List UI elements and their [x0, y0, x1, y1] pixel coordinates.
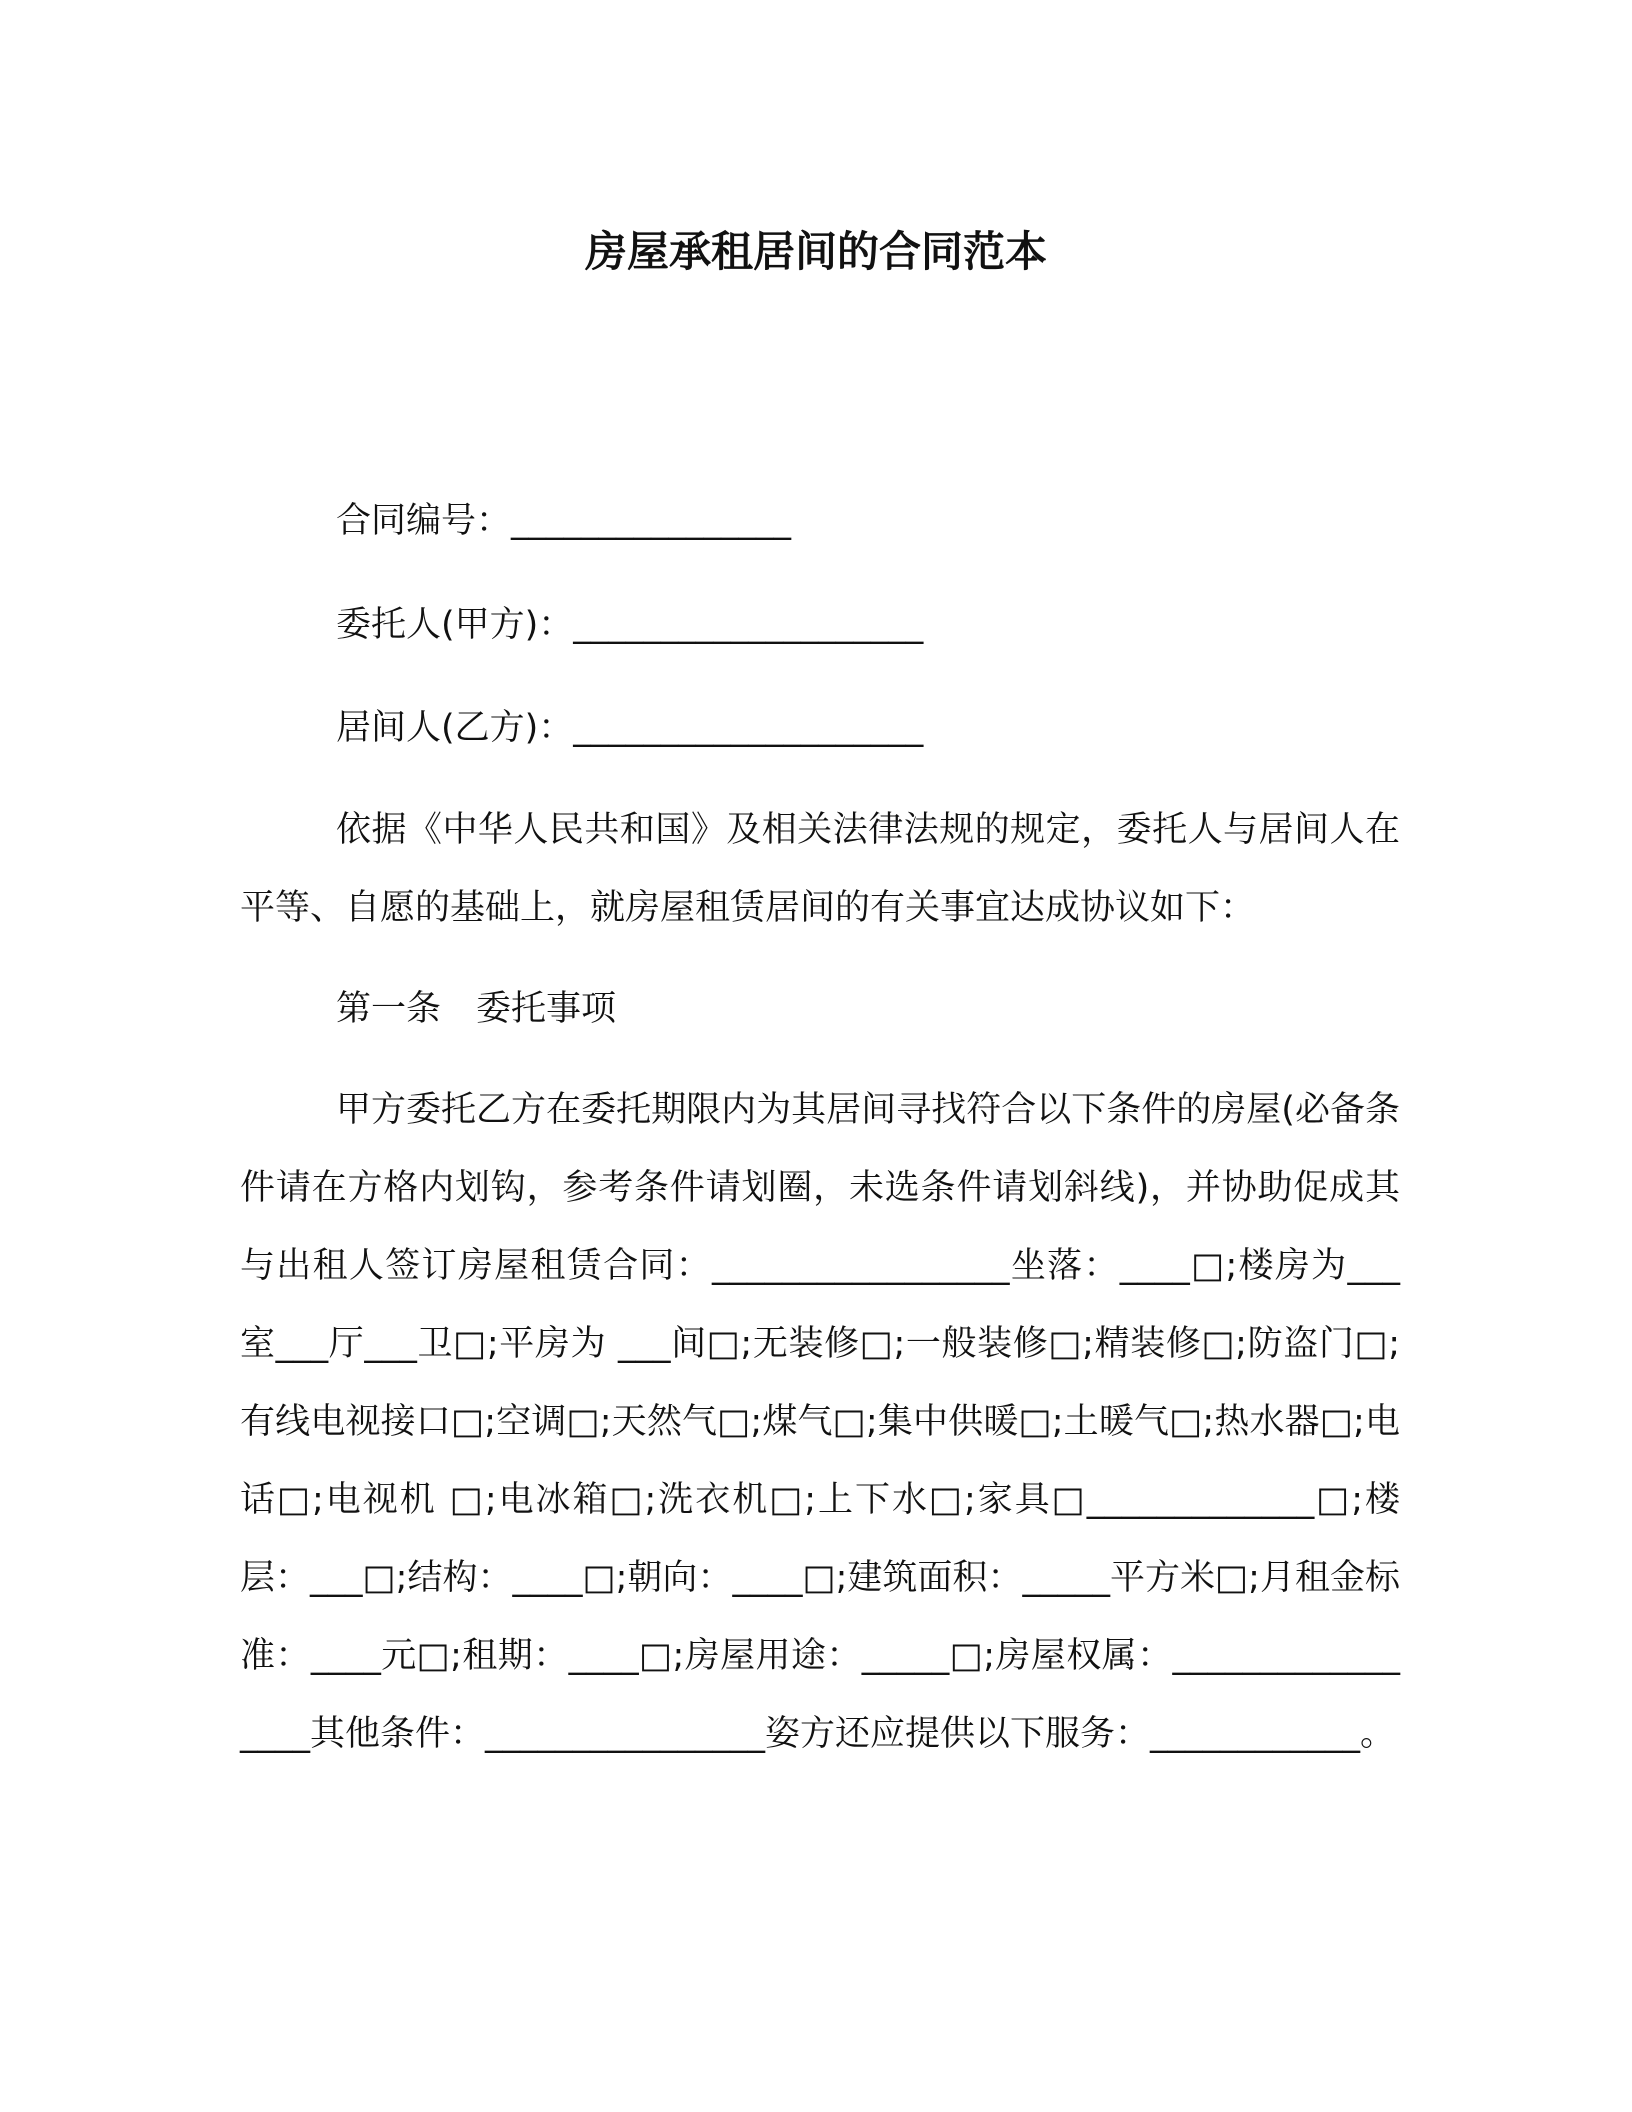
- party-b-field: 居间人(乙方)：____________________: [336, 708, 924, 748]
- contract-number-field: 合同编号：________________: [336, 501, 792, 541]
- document-title: 房屋承租居间的合同范本: [584, 227, 1047, 276]
- preamble-paragraph: 依据《中华人民共和国》及相关法律法规的规定，委托人与居间人在平等、自愿的基础上，就房屋租赁居间的有关事宜达成协议如下：: [240, 810, 1400, 928]
- article-1-body: 甲方委托乙方在委托期限内为其居间寻找符合以下条件的房屋(必备条件请在方格内划钩，参考条件请划圈，未选条件请划斜线)，并协助促成其与出租人签订房屋租赁合同：_________________坐落：____□;楼房为___室___厅___卫□;平房为 ___间□;无装修□;一般装修□;精装修□;防盗门□;有线电视接口□;空调□;天然气□;煤气□;集中供暖□;土暖气□;热水器□;电话□;电视机 □;电冰箱□;洗衣机□;上下水□;家具□_____________□;楼层：___□;结构：____□;朝向：____□;建筑面积：_____平方米□;月租金标准：____元□;租期：____□;房屋用途：_____□;房屋权属：_________________其他条件：________________姿方还应提供以下服务：____________。: [240, 1090, 1400, 1754]
- article-1-heading: 第一条 委托事项: [336, 989, 617, 1029]
- party-a-field: 委托人(甲方)：____________________: [336, 605, 924, 645]
